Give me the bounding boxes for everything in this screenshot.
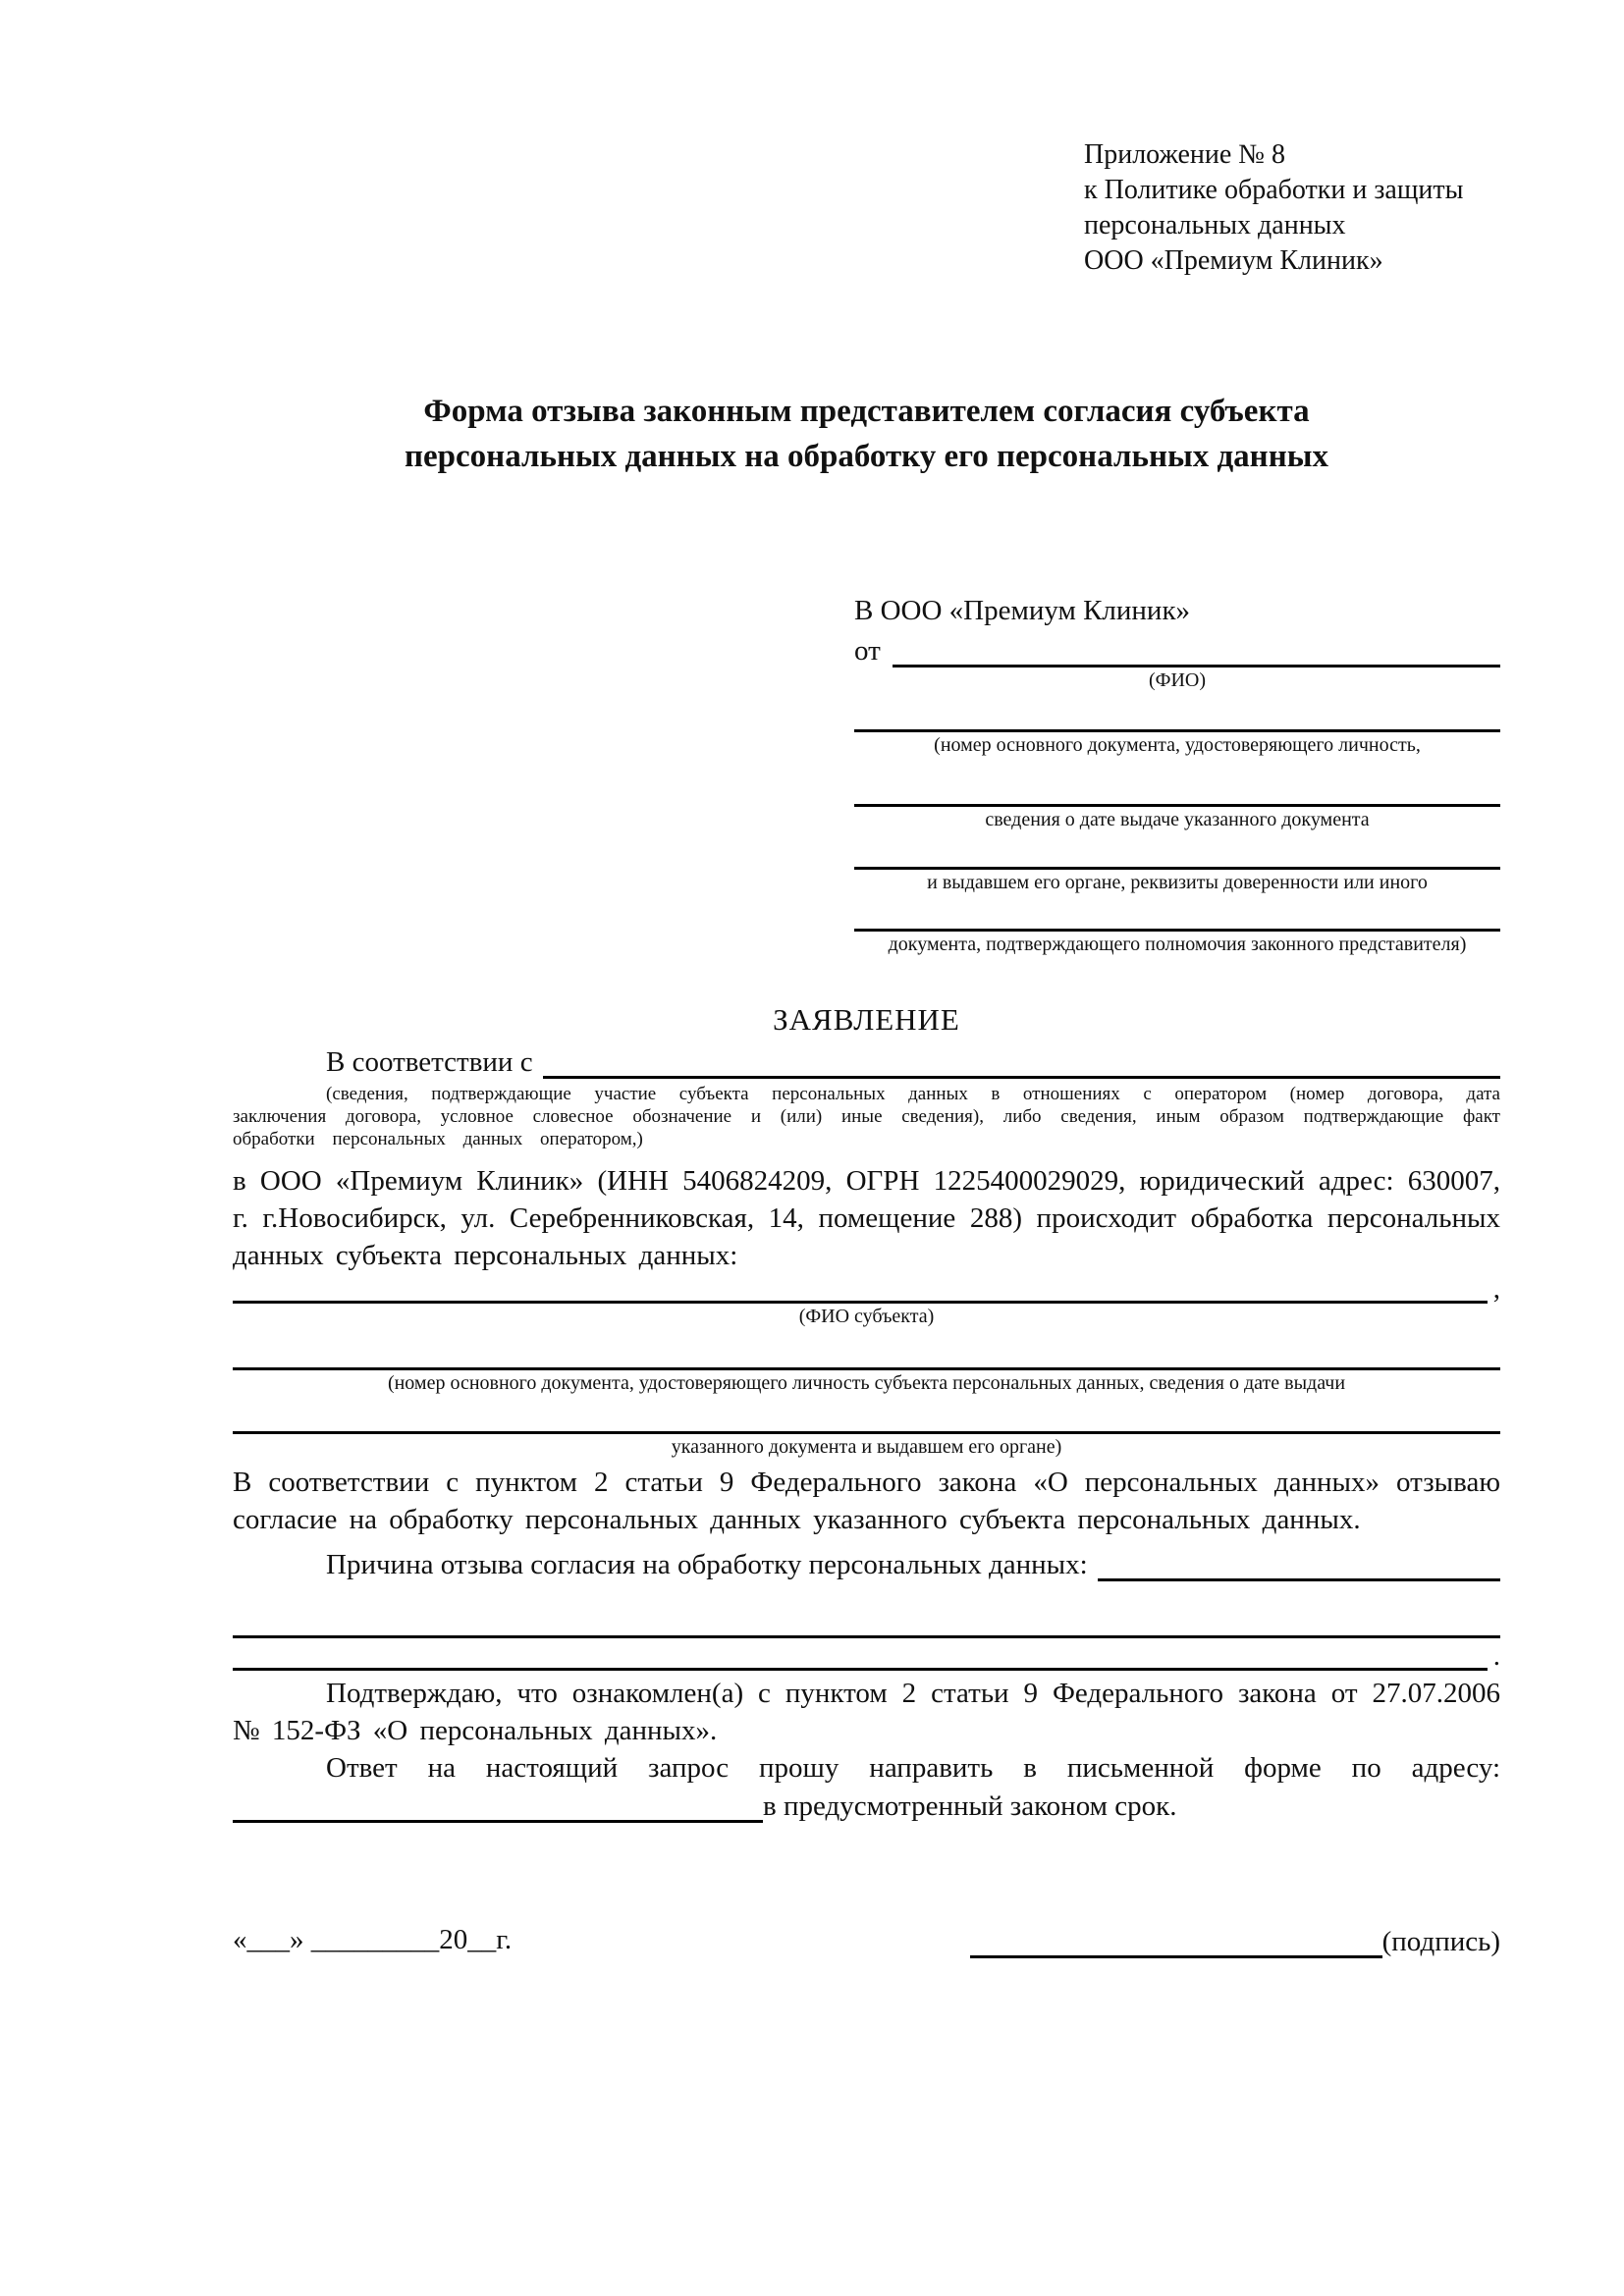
doc-info-blank-field: [854, 693, 1500, 732]
operator-relation-note: (сведения, подтверждающие участие субъекта персональных данных в отношениях с оператором (номер договора, дата заключения договора, условное словесное обозначение и (или) иные сведения), либо сведения, иным образом подтверждающие факт обработки персональных данных оператором,): [233, 1084, 1500, 1149]
date-blank-line: «___» _________20__г.: [233, 1924, 513, 1955]
doc-info-caption: (номер основного документа, удостоверяющего личность,: [934, 734, 1421, 756]
doc-info-blank-field: [854, 895, 1500, 932]
subject-doc-caption-1: (номер основного документа, удостоверяющего личность субъекта персональных данных, сведения о дате выдачи: [387, 1372, 1346, 1394]
signature-caption: (подпись): [1381, 1926, 1500, 1957]
addressee-organization: В ООО «Премиум Клиник»: [854, 595, 1191, 626]
acknowledge-paragraph: Подтверждаю, что ознакомлен(а) с пунктом 2 статьи 9 Федерального закона от 27.07.2006 № 152-ФЗ «О персональных данных».: [233, 1678, 1500, 1746]
reason-blank-line: [233, 1668, 1488, 1671]
appendix-note-line: ООО «Премиум Клиник»: [1084, 245, 1383, 276]
addressee-block: [854, 591, 1500, 957]
reason-prefix: Причина отзыва согласия на обработку персональных данных:: [326, 1549, 1088, 1580]
doc-info-caption: и выдавшем его органе, реквизиты доверенности или иного: [927, 872, 1428, 893]
statement-heading: ЗАЯВЛЕНИЕ: [773, 1002, 960, 1037]
appendix-note: [1084, 137, 1500, 279]
trailing-comma: ,: [1492, 1273, 1500, 1305]
reply-address-row: [233, 1787, 1500, 1823]
signature-block: [970, 1923, 1500, 1958]
document-title-line2: персональных данных на обработку его персональных данных: [405, 439, 1328, 474]
reply-address-blank-field: [233, 1787, 763, 1823]
fio-caption: (ФИО): [1148, 669, 1206, 691]
footer-row: [233, 1921, 1500, 1958]
reason-row: [233, 1538, 1500, 1581]
doc-info-blank-field: [854, 832, 1500, 870]
doc-info-blank-field: [854, 758, 1500, 807]
according-prefix: В соответствии с: [326, 1046, 533, 1078]
doc-info-caption: документа, подтверждающего полномочия законного представителя): [888, 934, 1467, 955]
from-row: [854, 630, 1500, 667]
according-row: [233, 1040, 1500, 1079]
appendix-note-line: персональных данных: [1084, 210, 1346, 240]
subject-fio-row: [233, 1274, 1500, 1304]
subject-doc-blank-field: [233, 1396, 1500, 1434]
subject-fio-caption: (ФИО субъекта): [798, 1306, 935, 1327]
document-title-line1: Форма отзыва законным представителем согласия субъекта: [423, 394, 1310, 429]
trailing-period: .: [1492, 1640, 1500, 1672]
reason-blank-field: [1098, 1578, 1500, 1581]
according-blank-field: [543, 1076, 1500, 1079]
doc-info-caption: сведения о дате выдаче указанного документа: [985, 809, 1370, 830]
reply-suffix: в предусмотренный законом срок.: [763, 1790, 1177, 1822]
operator-paragraph: в ООО «Премиум Клиник» (ИНН 5406824209, ОГРН 1225400029029, юридический адрес: 630007, г. г.Новосибирск, ул. Серебренниковская, 14, помещение 288) происходит обработка персональных данных субъекта персональных данных:: [233, 1165, 1500, 1271]
reply-request-line: Ответ на настоящий запрос прошу направить в письменной форме по адресу:: [326, 1752, 1500, 1784]
withdrawal-paragraph: В соответствии с пунктом 2 статьи 9 Федерального закона «О персональных данных» отзываю согласие на обработку персональных данных указанного субъекта персональных данных.: [233, 1467, 1500, 1535]
subject-doc-blank-field: [233, 1329, 1500, 1370]
subject-doc-caption-2: указанного документа и выдавшем его органе): [671, 1436, 1062, 1458]
document-title: [233, 389, 1500, 479]
appendix-note-line: к Политике обработки и защиты: [1084, 175, 1464, 205]
reason-blank-line: [233, 1581, 1500, 1638]
appendix-note-line: Приложение № 8: [1084, 139, 1285, 170]
signature-blank-field: [970, 1923, 1382, 1958]
from-label: от: [854, 635, 881, 667]
reason-blank-line-row: [233, 1638, 1500, 1671]
